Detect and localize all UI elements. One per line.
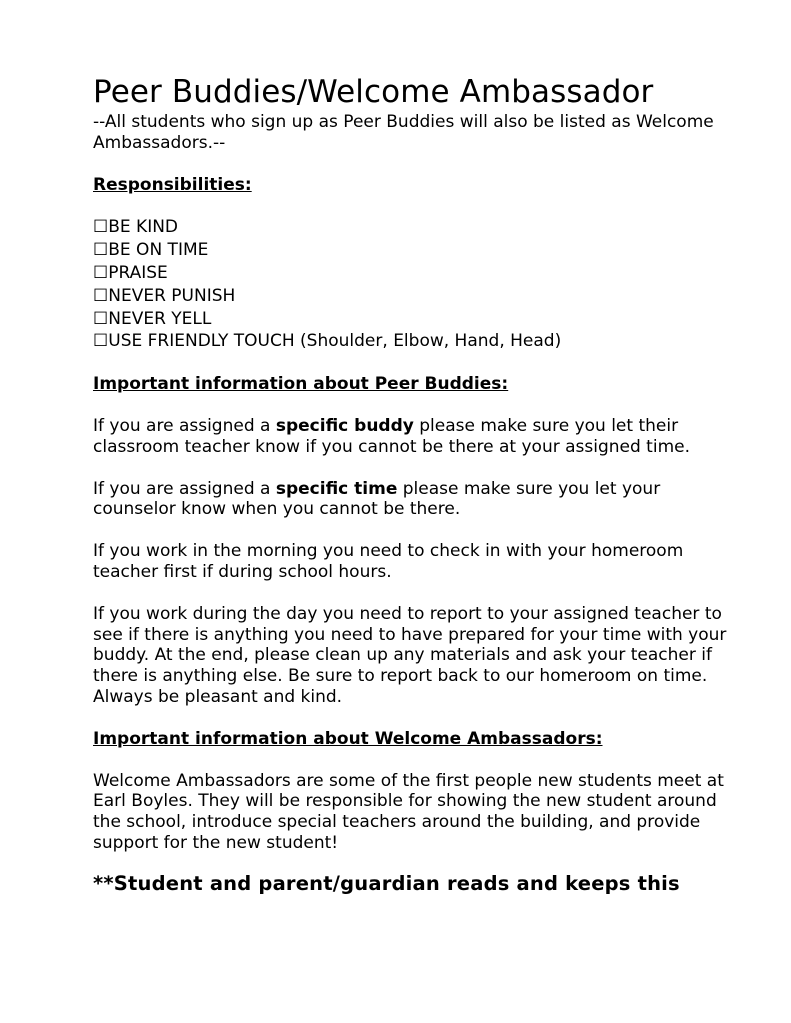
paragraph-text: If you are assigned a (93, 415, 276, 436)
emphasis-text: specific buddy (275, 415, 414, 436)
checklist-item (93, 308, 733, 331)
spacer (93, 195, 733, 216)
checkbox-icon: ☐ (93, 331, 109, 352)
paragraph-text: If you are assigned a (93, 478, 276, 499)
peer-buddies-paragraph-3: If you work in the morning you need to check in with your homeroom teacher first if during school hours. (93, 541, 684, 582)
spacer (93, 458, 733, 479)
checklist-item-label: BE ON TIME (108, 240, 209, 261)
checklist-item-label: NEVER YELL (108, 308, 212, 329)
checklist-item-label: USE FRIENDLY TOUCH (Shoulder, Elbow, Hand, Head) (108, 331, 562, 352)
spacer (93, 154, 733, 175)
checklist-item-label: PRAISE (108, 262, 168, 283)
checkbox-icon: ☐ (93, 217, 109, 238)
paragraph-text: please make sure you let your counselor know when you cannot be there. (93, 478, 661, 520)
checklist-item (93, 330, 733, 353)
checklist-item-label: BE KIND (108, 217, 179, 238)
final-note: **Student and parent/guardian reads and keeps this (93, 871, 680, 895)
emphasis-text: specific time (275, 478, 398, 499)
checkbox-icon: ☐ (93, 285, 109, 306)
spacer (93, 520, 733, 541)
paragraph-text: please make sure you let their classroom teacher know if you cannot be there at your assigned time. (93, 415, 690, 457)
welcome-ambassadors-heading: Important information about Welcome Ambassadors: (93, 728, 603, 749)
checkbox-icon: ☐ (93, 262, 109, 283)
welcome-ambassadors-paragraph: Welcome Ambassadors are some of the first people new students meet at Earl Boyles. They will be responsible for showing the new student around the school, introduce special teachers around the building, and provide support for the new student! (93, 770, 724, 853)
checklist-item-label: NEVER PUNISH (108, 285, 236, 306)
checklist-item (93, 216, 733, 239)
peer-buddies-heading: Important information about Peer Buddies: (93, 374, 509, 395)
spacer (93, 395, 733, 416)
checklist-item (93, 285, 733, 308)
peer-buddies-paragraph-1 (93, 416, 733, 458)
spacer (93, 708, 733, 729)
document-page (93, 72, 733, 897)
checkbox-icon: ☐ (93, 308, 109, 329)
peer-buddies-paragraph-2 (93, 479, 733, 521)
checklist-item (93, 239, 733, 262)
spacer (93, 353, 733, 374)
page-title: Peer Buddies/Welcome Ambassador (93, 74, 654, 110)
responsibilities-checklist (93, 216, 733, 353)
spacer (93, 583, 733, 604)
checklist-item (93, 262, 733, 285)
peer-buddies-paragraph-4: If you work during the day you need to report to your assigned teacher to see if there is anything you need to have prepared for your time with your buddy. At the end, please clean up any materials and ask your teacher if there is anything else. Be sure to report back to our homeroom on time. Always be pleasant and kind. (93, 603, 727, 707)
checkbox-icon: ☐ (93, 240, 109, 261)
spacer (93, 854, 733, 871)
subtitle-note: --All students who sign up as Peer Buddies will also be listed as Welcome Ambassadors.-- (93, 112, 714, 153)
spacer (93, 750, 733, 771)
responsibilities-heading: Responsibilities: (93, 174, 252, 195)
